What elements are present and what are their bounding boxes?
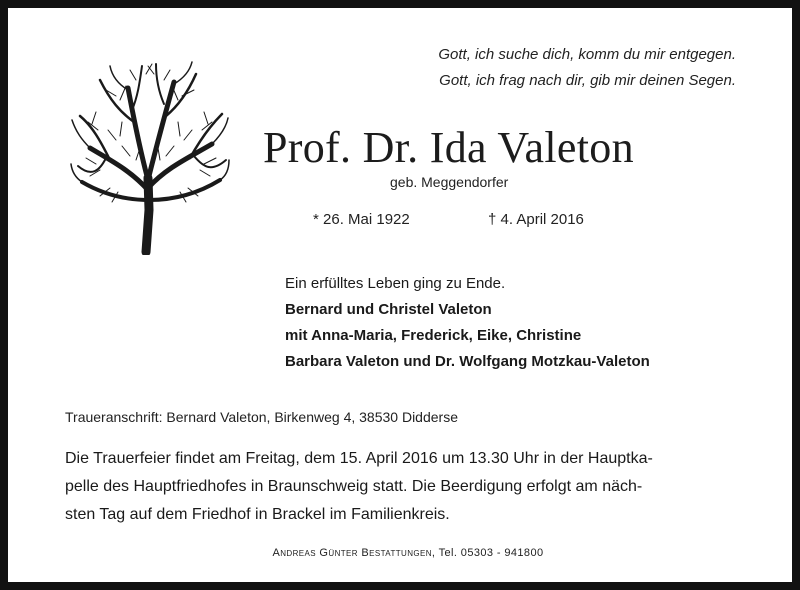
maiden-name: geb. Meggendorfer: [390, 174, 509, 190]
footer: [8, 547, 800, 559]
family-line-1: Bernard und Christel Valeton: [285, 301, 492, 318]
ceremony-line-3: sten Tag auf dem Friedhof in Brackel im Familienkreis.: [65, 506, 450, 523]
mourning-address: Traueranschrift: Bernard Valeton, Birkenweg 4, 38530 Didderse: [65, 409, 458, 425]
family-line-3: Barbara Valeton und Dr. Wolfgang Motzkau-Valeton: [285, 353, 650, 370]
family-block: [285, 271, 650, 375]
deceased-name: Prof. Dr. Ida Valeton: [263, 123, 634, 172]
quote-line-1: Gott, ich suche dich, komm du mir entgegen.: [438, 46, 736, 63]
quote-line-2: Gott, ich frag nach dir, gib mir deinen Segen.: [439, 72, 736, 89]
bare-tree-icon: [70, 60, 230, 255]
quote: [438, 42, 736, 94]
ceremony-line-1: Die Trauerfeier findet am Freitag, dem 15. April 2016 um 13.30 Uhr in der Hauptka-: [65, 450, 653, 467]
family-intro: Ein erfülltes Leben ging zu Ende.: [285, 275, 506, 292]
ceremony-line-2: pelle des Hauptfriedhofes in Braunschweig statt. Die Beerdigung erfolgt am näch-: [65, 478, 643, 495]
funeral-home-phone: , Tel. 05303 - 941800: [431, 547, 544, 559]
family-line-2: mit Anna-Maria, Frederick, Eike, Christine: [285, 327, 582, 344]
death-date: † 4. April 2016: [488, 211, 584, 228]
funeral-home-name: Andreas Günter Bestattungen: [272, 547, 432, 559]
birth-date: * 26. Mai 1922: [313, 211, 410, 228]
ceremony-text: [65, 445, 755, 529]
